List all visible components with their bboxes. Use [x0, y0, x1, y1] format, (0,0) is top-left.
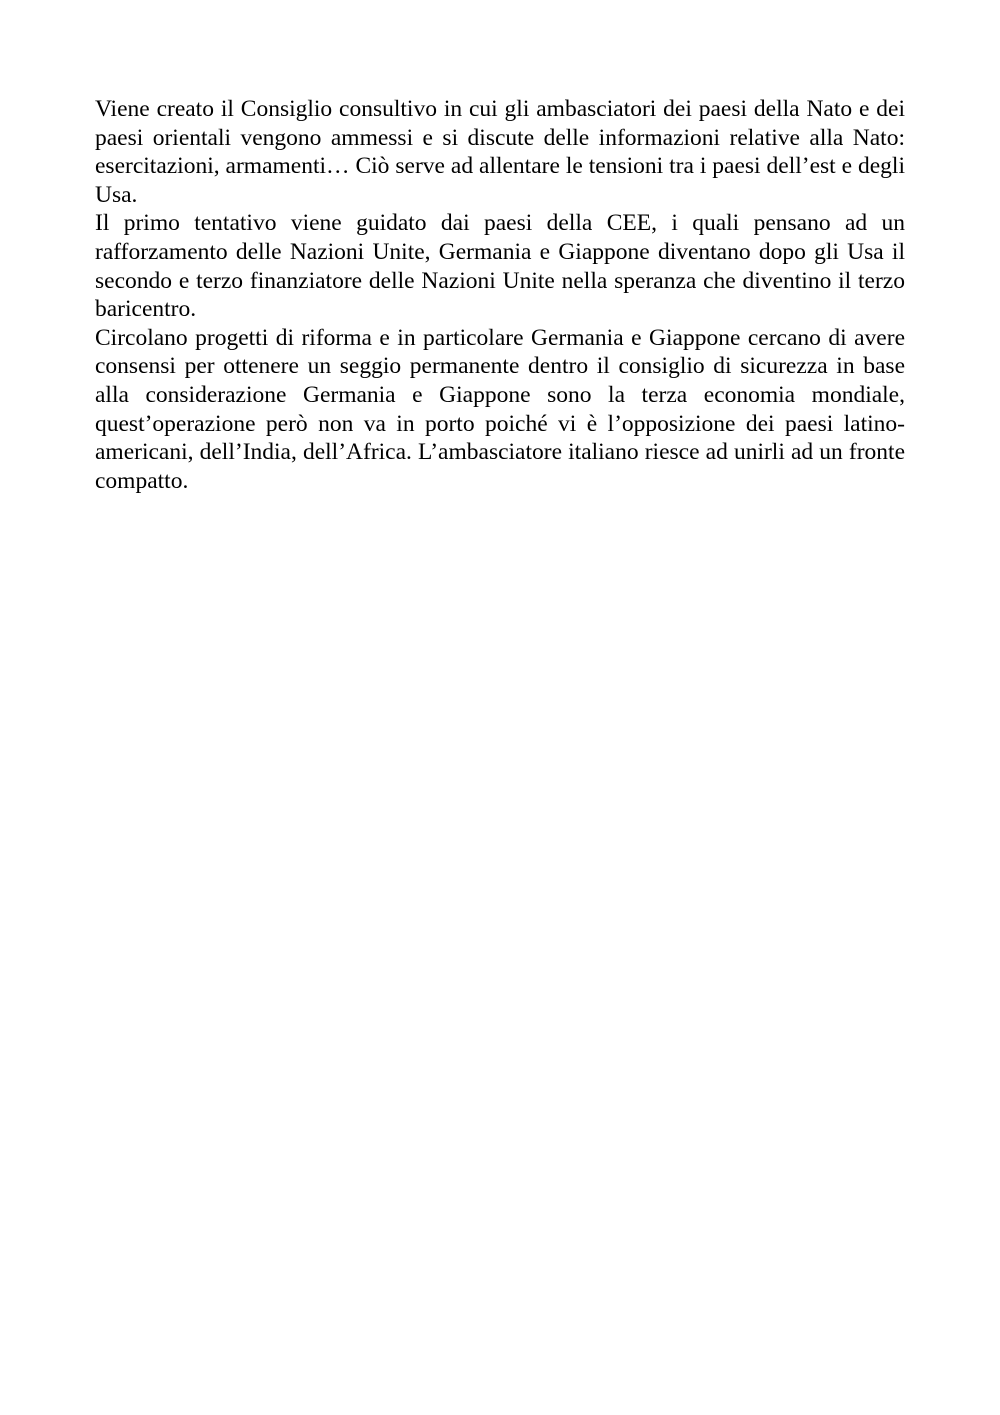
paragraph-progetti-di-riforma: Circolano progetti di riforma e in particolare Germania e Giappone cercano di avere consensi per ottenere un seggio permanente dentro il consiglio di sicurezza in base alla considerazione Germania e Giappone sono la terza economia mondiale, quest’operazione però non va in porto poiché vi è l’opposizione dei paesi latino-americani, dell’India, dell’Africa. L’ambasciatore italiano riesce ad unirli ad un fronte compatto.: [95, 324, 905, 494]
paragraph-primo-tentativo: Il primo tentativo viene guidato dai paesi della CEE, i quali pensano ad un rafforzamento delle Nazioni Unite, Germania e Giappone diventano dopo gli Usa il secondo e terzo finanziatore delle Nazioni Unite nella speranza che diventino il terzo baricentro.: [95, 210, 905, 323]
paragraph-consiglio-consultivo: Viene creato il Consiglio consultivo in cui gli ambasciatori dei paesi della Nato e dei paesi orientali vengono ammessi e si discute delle informazioni relative alla Nato: esercitazioni, armamenti… Ciò serve ad allentare le tensioni tra i paesi dell’est e degli Usa.: [95, 96, 905, 208]
document-body: [95, 95, 905, 495]
